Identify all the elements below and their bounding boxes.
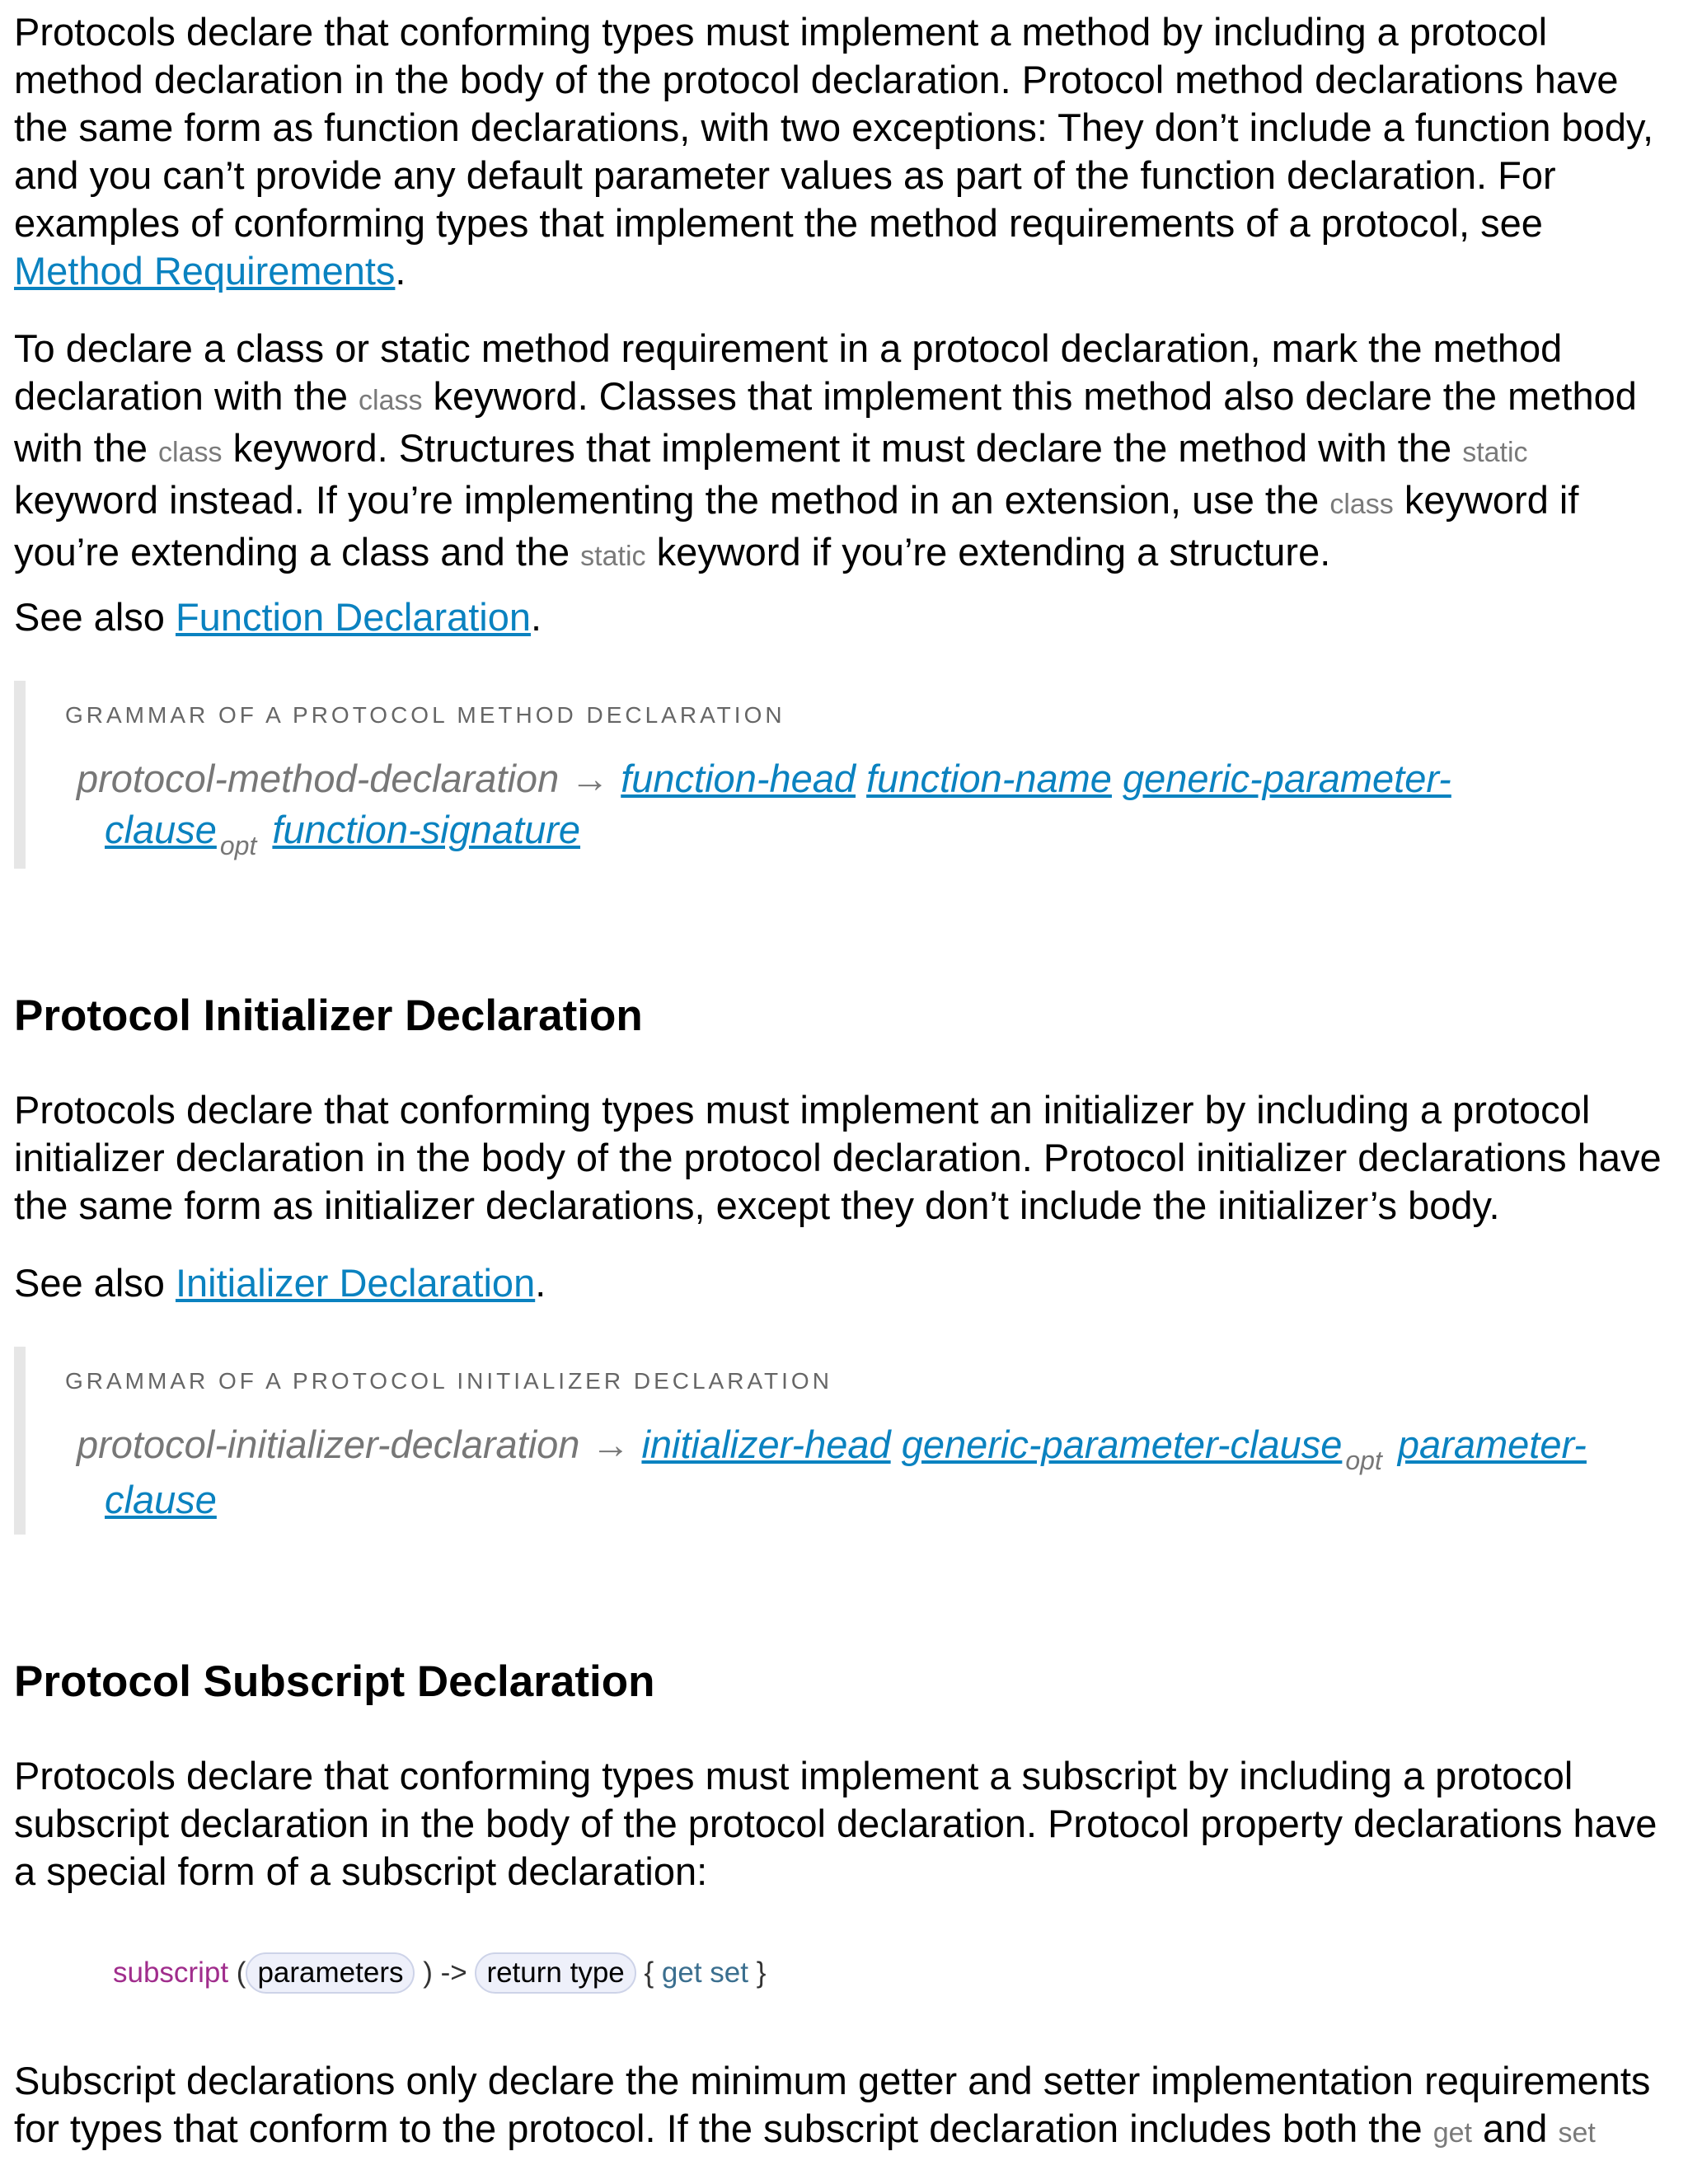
initializer-paragraph-1: Protocols declare that conforming types must implement an initializer by including a protocol initializer declaration in the body of the protocol declaration. Protocol initializer declarations have the same form as initializer declarations, except they don’t include the initializer’s body.: [14, 1088, 1662, 1227]
paragraph-text: keyword if you’re extending a structure.: [645, 530, 1331, 574]
paragraph-text: and: [1471, 2107, 1559, 2150]
paragraph-text: .: [395, 249, 406, 293]
see-also-text: .: [535, 1261, 546, 1305]
syntax-keyword: subscript: [113, 1957, 229, 1989]
paragraph-text: keyword. Structures that implement it must declare the method with the: [222, 426, 1463, 470]
syntax-punct: ) ->: [423, 1957, 467, 1989]
method-requirements-link[interactable]: Method Requirements: [14, 249, 396, 293]
method-paragraph-1: [14, 8, 1671, 295]
initializer-declaration-link[interactable]: Initializer Declaration: [175, 1261, 536, 1305]
method-see-also: [14, 593, 1671, 641]
generic-parameter-clause-link-cont[interactable]: clause: [105, 808, 217, 851]
grammar-line-2: [77, 1474, 1587, 1526]
grammar-line-2: [77, 804, 1451, 860]
grammar-production: [77, 753, 1451, 860]
syntax-punct: (: [236, 1957, 246, 1989]
optional-marker: opt: [219, 831, 257, 860]
function-name-link[interactable]: function-name: [866, 757, 1112, 800]
syntax-punct: }: [756, 1957, 767, 1989]
class-keyword: class: [1329, 489, 1394, 520]
function-declaration-link[interactable]: Function Declaration: [175, 595, 532, 639]
paragraph-text: To declare a class or static method requirement in a protocol declaration, mark the method declaration with the: [14, 326, 1563, 418]
generic-parameter-clause-link[interactable]: generic-parameter-clause: [901, 1422, 1343, 1466]
initializer-heading: Protocol Initializer Declaration: [14, 991, 643, 1040]
method-paragraph-2: [14, 325, 1671, 580]
paragraph-text: keyword. Classes that implement this method also declare the method with the: [14, 374, 1637, 470]
parameter-clause-link-cont[interactable]: clause: [105, 1478, 217, 1521]
paragraph-text: Protocols declare that conforming types must implement a method by including a protocol method declaration in the body of the protocol declaration. Protocol method declarations have the same form as function declarations, with two exceptions: They don’t include a function body, and you can’t provide any default parameter values as part of the function declaration. For examples of conforming types that implement the method requirements of a protocol, see: [14, 10, 1654, 245]
subscript-paragraph-2: [14, 2057, 1671, 2157]
function-head-link[interactable]: function-head: [621, 757, 856, 800]
arrow-icon: →: [591, 1422, 631, 1466]
class-keyword: class: [359, 385, 423, 416]
return-type-placeholder: return type: [475, 1952, 635, 1994]
grammar-production: [77, 1419, 1587, 1526]
parameters-placeholder: parameters: [246, 1952, 415, 1994]
optional-marker: opt: [1345, 1446, 1382, 1475]
grammar-label: GRAMMAR OF A PROTOCOL METHOD DECLARATION: [65, 702, 785, 728]
static-keyword: static: [1462, 437, 1528, 468]
grammar-line-1: [77, 1419, 1587, 1474]
class-keyword: class: [158, 437, 223, 468]
grammar-lhs: protocol-method-declaration: [77, 757, 560, 800]
grammar-line-1: [77, 753, 1451, 804]
see-also-text: .: [531, 595, 542, 639]
generic-parameter-clause-link[interactable]: generic-parameter-: [1123, 757, 1451, 800]
subscript-syntax: [113, 1952, 766, 1994]
function-signature-link[interactable]: function-signature: [272, 808, 581, 851]
syntax-punct: {: [644, 1957, 654, 1989]
static-keyword: static: [580, 541, 646, 572]
paragraph-text: keyword instead. If you’re implementing the method in an extension, use the: [14, 478, 1330, 522]
grammar-block-method: [14, 681, 1671, 869]
syntax-get-set: get set: [661, 1957, 748, 1989]
see-also-text: See also: [14, 595, 176, 639]
subscript-paragraph-1: Protocols declare that conforming types must implement a subscript by including a protocol subscript declaration in the body of the protocol declaration. Protocol property declarations have a special form of a subscript declaration:: [14, 1754, 1658, 1893]
initializer-see-also: [14, 1259, 1671, 1307]
parameter-clause-link[interactable]: parameter-: [1397, 1422, 1587, 1466]
set-keyword: set: [1558, 2117, 1596, 2149]
paragraph-text: Subscript declarations only declare the minimum getter and setter implementation requirements for types that conform to the protocol. If the subscript declaration includes both the: [14, 2059, 1651, 2150]
grammar-label: GRAMMAR OF A PROTOCOL INITIALIZER DECLARATION: [65, 1368, 832, 1394]
see-also-text: See also: [14, 1261, 176, 1305]
subscript-heading: Protocol Subscript Declaration: [14, 1657, 655, 1706]
grammar-lhs: protocol-initializer-declaration: [77, 1422, 580, 1466]
get-keyword: get: [1432, 2117, 1472, 2149]
grammar-block-initializer: [14, 1347, 1671, 1535]
initializer-head-link[interactable]: initializer-head: [641, 1422, 891, 1466]
arrow-icon: →: [570, 757, 610, 800]
paragraph-text: keyword if you’re extending a class and the: [14, 478, 1579, 574]
